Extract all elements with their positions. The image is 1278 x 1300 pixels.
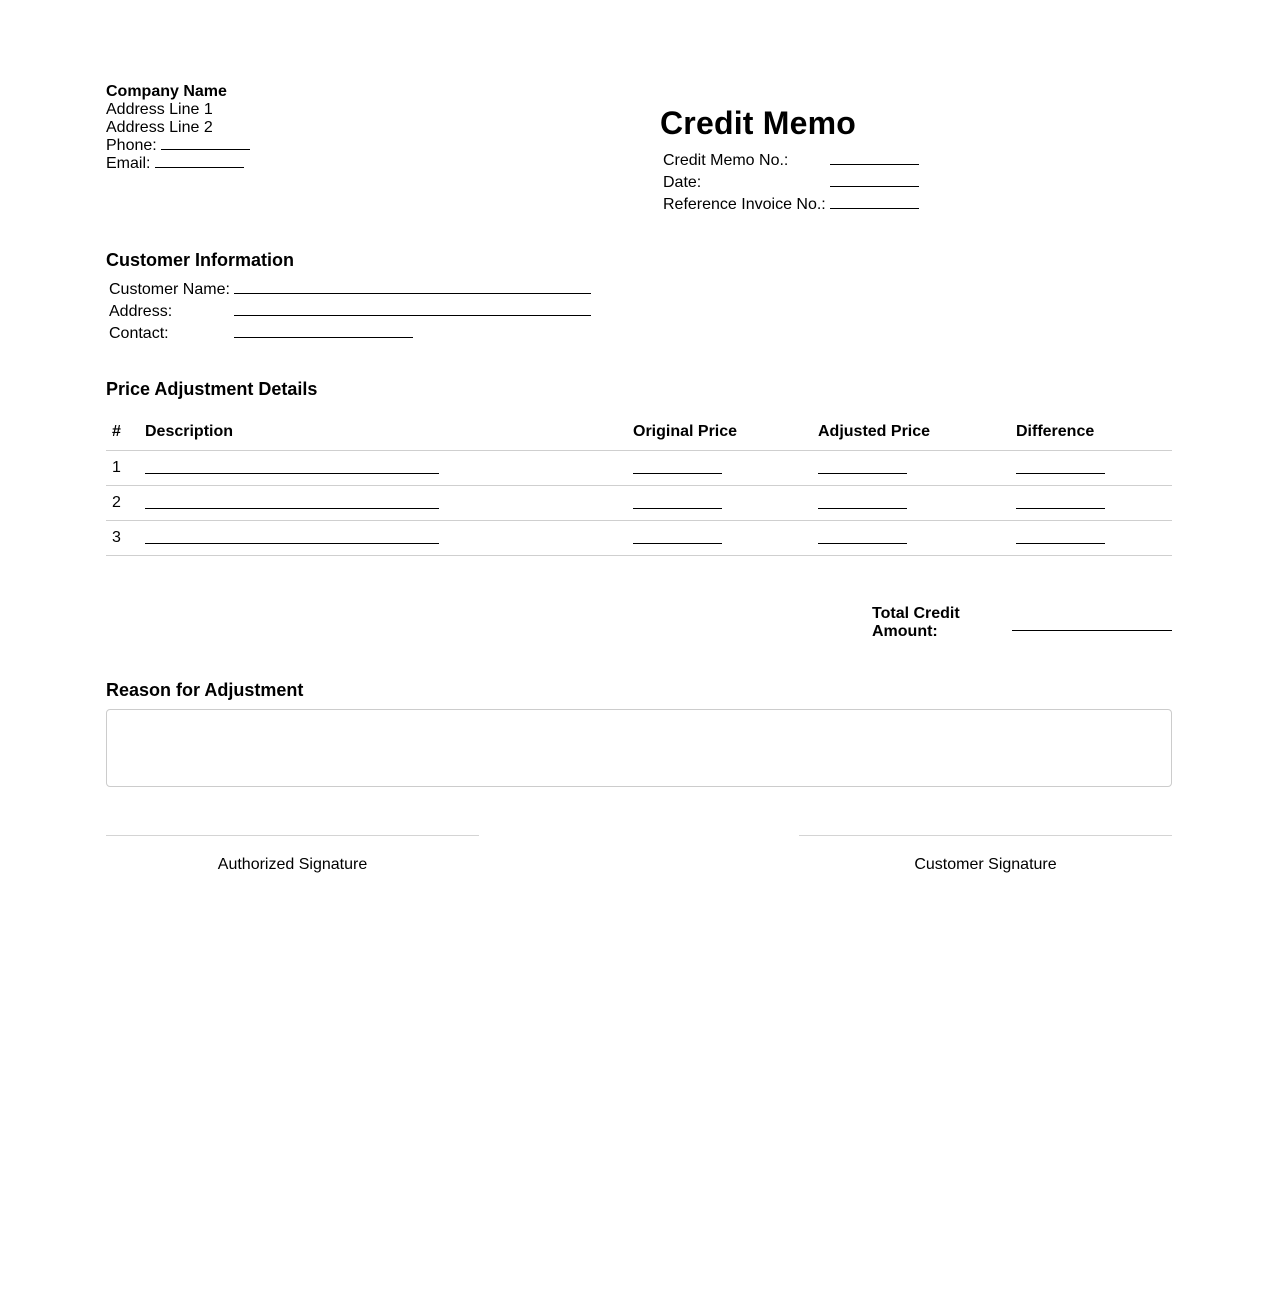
company-name: Company Name [106,83,227,100]
authorized-signature-line[interactable] [106,835,479,874]
column-header-original-price: Original Price [627,415,812,450]
difference-field[interactable] [1016,530,1105,544]
adjustments-table [106,415,1172,556]
total-credit-label: Total Credit Amount: [872,605,960,640]
memo-date-label: Date: [663,174,702,191]
customer-section-title: Customer Information [106,250,295,270]
authorized-signature-label: Authorized Signature [217,856,368,873]
adjusted-price-field[interactable] [818,495,907,509]
original-price-field[interactable] [633,530,722,544]
phone-field[interactable] [161,137,250,150]
memo-meta-fields [663,150,919,216]
total-credit-field[interactable] [1012,630,1172,631]
adjustments-section-title: Price Adjustment Details [106,379,318,399]
memo-date-field[interactable] [830,174,919,187]
row-number: 2 [106,485,139,520]
customer-contact-field[interactable] [234,325,413,338]
difference-field[interactable] [1016,460,1105,474]
company-address-line-1: Address Line 1 [106,101,213,118]
customer-signature-line[interactable] [799,835,1172,874]
description-field[interactable] [145,495,439,509]
phone-label: Phone: [106,137,157,154]
original-price-field[interactable] [633,460,722,474]
table-row [106,520,1172,555]
original-price-field[interactable] [633,495,722,509]
customer-name-label: Customer Name: [109,281,230,298]
company-email [106,155,250,173]
table-header-row [106,415,1172,450]
customer-name-field[interactable] [234,281,591,294]
company-info [106,83,250,173]
column-header-adjusted-price: Adjusted Price [812,415,1010,450]
difference-field[interactable] [1016,495,1105,509]
memo-number-field[interactable] [830,152,919,165]
customer-address-field[interactable] [234,303,591,316]
customer-signature-label: Customer Signature [914,856,1057,873]
page-title: Credit Memo [660,105,856,141]
row-number: 3 [106,520,139,555]
description-field[interactable] [145,530,439,544]
column-header-description: Description [139,415,627,450]
memo-title-block [660,103,856,143]
reason-textarea[interactable] [106,709,1172,787]
adjusted-price-field[interactable] [818,530,907,544]
reference-invoice-label: Reference Invoice No.: [663,196,826,213]
customer-address-row [109,301,591,323]
company-phone [106,137,250,155]
email-field[interactable] [155,155,244,168]
reference-invoice-row [663,194,919,216]
memo-date-row [663,172,919,194]
description-field[interactable] [145,460,439,474]
reason-section-title: Reason for Adjustment [106,680,304,700]
column-header-difference: Difference [1010,415,1172,450]
email-label: Email: [106,155,151,172]
memo-number-label: Credit Memo No.: [663,152,789,169]
row-number: 1 [106,450,139,485]
company-address-line-2: Address Line 2 [106,119,213,136]
customer-name-row [109,279,591,301]
memo-number-row [663,150,919,172]
customer-contact-label: Contact: [109,325,169,342]
customer-address-label: Address: [109,303,173,320]
table-row [106,450,1172,485]
table-row [106,485,1172,520]
customer-contact-row [109,323,591,345]
column-header-number: # [106,415,139,450]
reference-invoice-field[interactable] [830,196,919,209]
adjusted-price-field[interactable] [818,460,907,474]
customer-fields [109,279,591,345]
